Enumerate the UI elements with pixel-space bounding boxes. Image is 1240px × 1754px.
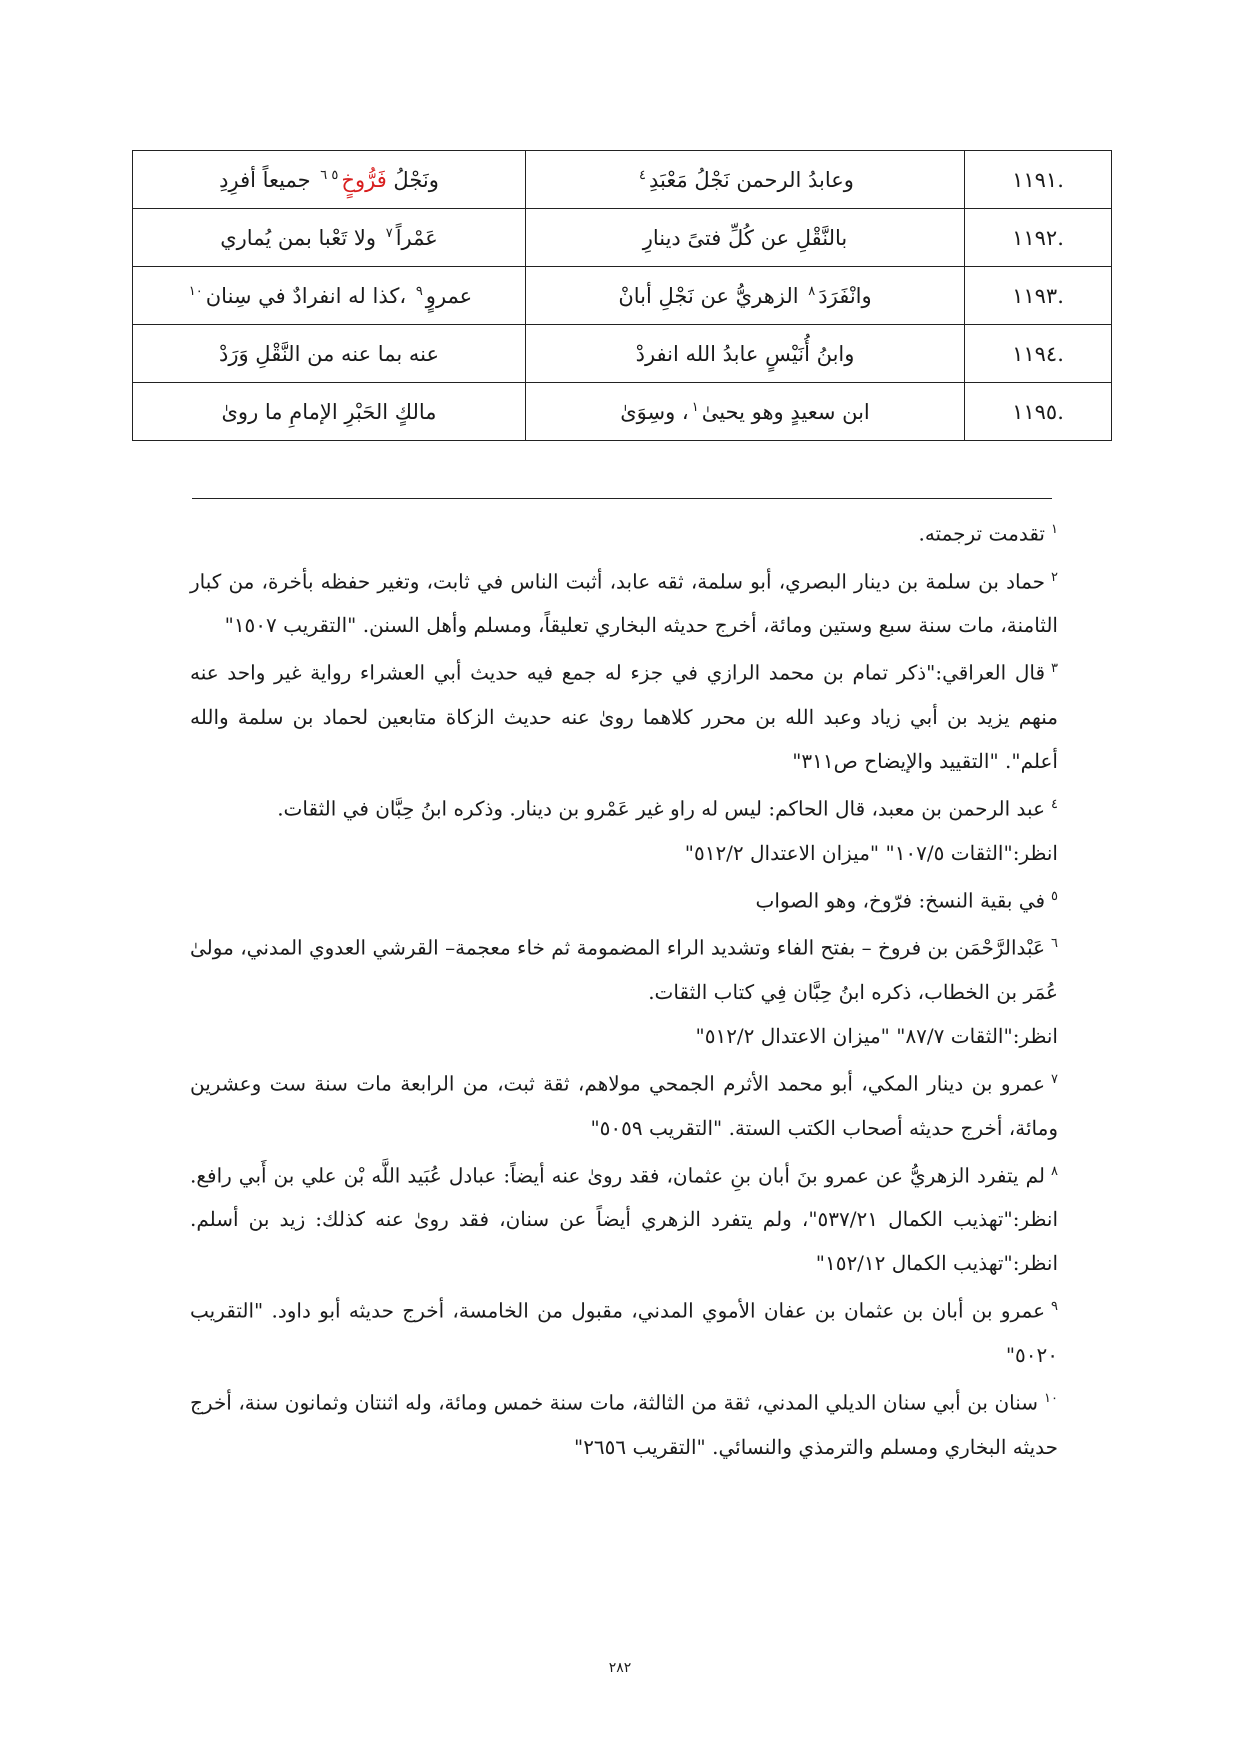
verse-number: .١١٩٢ [965,209,1112,267]
footnote-continuation: انظر:"الثقات ٨٧/٧" "ميزان الاعتدال ٥١٢/٢" [695,1023,1058,1048]
footnote [190,1377,1058,1469]
verse-text: عنه بما عنه من النَّقْلِ وَرَدْ [219,341,439,366]
footnote-marker: ٩ [415,283,423,299]
footnote-continuation: انظر:"الثقات ١٠٧/٥" "ميزان الاعتدال ٥١٢/٢" [684,840,1058,865]
footnote [190,1058,1058,1150]
footnote-text: عبد الرحمن بن معبد، قال الحاكم: ليس له راو غير عَمْرو بن دينار. وذكره ابنُ حِبَّان في الثقات. [277,796,1046,821]
footnote-text: لم يتفرد الزهريُّ عن عمرو بنَ أبان بنِ عثمان، فقد روىٰ عنه أيضاً: عبادل عُبَيد اللَّه بْن علي بن أَبي رافع. انظر:"تهذيب الكمال ٥٣٧/٢١"، ولم يتفرد الزهري أيضاً عن سنان، فقد روىٰ عنه كذلك: زيد بن أسلم. انظر:"تهذيب الكمال ١٥٢/١٢" [190,1163,1059,1276]
footnote-number: ٨ [1051,1163,1058,1179]
verse-second-hemistich [133,383,526,441]
verse-text: ونَجْلُ [393,167,439,192]
verse-text: ولا تَعْبا بمن يُماري [220,225,377,250]
footnote-text: في بقية النسخ: فرّوخ، وهو الصواب [755,888,1046,913]
footnote-text: عمرو بن دينار المكي، أبو محمد الأثرم الجمحي مولاهم، ثقة ثبت، من الرابعة مات سنة ست وعشرين ومائة، أخرج حديثه أصحاب الكتب الستة. "التقريب ٥٠٥٩" [190,1071,1058,1140]
footnote-number: ٢ [1051,569,1058,585]
footnote-marker: ٤ [639,167,647,183]
footnote-separator [192,498,1052,499]
footnote-marker: ١ [691,399,699,415]
footnote-marker: ١٠ [188,283,203,299]
verse-second-hemistich [133,267,526,325]
footnote-number: ٤ [1051,796,1058,812]
verse-text: ،كذا له انفرادٌ في سِنان [205,283,407,308]
page-number: ٢٨٢ [608,1660,632,1676]
footnote [190,922,1058,1014]
verse-text: ، وسِوَىٰ [620,399,689,424]
verse-first-hemistich [526,151,965,209]
verse-text: وابنُ أُنَيْسٍ عابدُ الله انفردْ [635,341,855,366]
verse-first-hemistich [526,383,965,441]
footnote-text: عَبْدالرَّحْمَن بن فروخ – بفتح الفاء وتشديد الراء المضمومة ثم خاء معجمة– القرشي العدوي المدني، مولىٰ عُمَر بن الخطاب، ذكره ابنُ حِبَّان فِي كتاب الثقات. [190,935,1058,1004]
verse-text: عَمْراً [395,225,438,250]
verse-number: .١١٩٣ [965,267,1112,325]
footnote-text: سنان بن أبي سنان الديلي المدني، ثقة من الثالثة، مات سنة خمس ومائة، وله اثنتان وثمانون سنة، أخرج حديثه البخاري ومسلم والترمذي والنسائي. "التقريب ٢٦٥٦" [190,1390,1058,1459]
verse-row [133,383,1112,441]
footnote [190,875,1058,923]
verse-text: بالنَّقْلِ عن كُلِّ فتىً دينارِ [642,225,848,250]
verse-text: وعابدُ الرحمن نَجْلُ مَعْبَدِ [649,167,854,192]
verse-row [133,209,1112,267]
verse-row [133,325,1112,383]
footnote-number: ٣ [1051,661,1058,677]
verse-number: .١١٩٤ [965,325,1112,383]
footnote-number: ٥ [1051,888,1058,904]
footnote-number: ٧ [1051,1071,1058,1087]
footnote-number: ٩ [1051,1299,1058,1315]
footnote-marker: ٧ [385,225,393,241]
footnote-number: ٦ [1051,936,1058,952]
footnote-text: عمرو بن أبان بن عثمان بن عفان الأموي المدني، مقبول من الخامسة، أخرج حديثه أبو داود. "التقريب ٥٠٢٠" [190,1298,1058,1367]
footnotes [190,508,1058,1469]
verse-text: مالكٍ الحَبْرِ الإمامِ ما روىٰ [221,399,437,424]
highlighted-word: فَرُّوخٍ [341,167,387,192]
verse-text: ابن سعيدٍ وهو يحيىٰ [701,399,870,424]
footnote [190,556,1058,648]
verse-number: .١١٩٥ [965,383,1112,441]
verse-text: جميعاً أفرِدِ [219,167,311,192]
footnote-text: حماد بن سلمة بن دينار البصري، أبو سلمة، ثقه عابد، أثبت الناس في ثابت، وتغير حفظه بأخرة، من كبار الثامنة، مات سنة سبع وستين ومائة، أخرج حديثه البخاري تعليقاً، ومسلم وأهل السنن. "التقريب ١٥٠٧" [190,569,1058,638]
verse-second-hemistich [133,325,526,383]
footnote [190,508,1058,556]
verse-text: الزهريُّ عن نَجْلِ أبانْ [618,283,799,308]
footnote [190,1150,1058,1286]
verse-first-hemistich [526,209,965,267]
footnote-number: ١٠ [1044,1390,1058,1406]
verse-number: .١١٩١ [965,151,1112,209]
verse-table [132,150,1112,441]
verse-text: عمروٍ [425,283,473,308]
verse-first-hemistich [526,267,965,325]
footnote [190,1285,1058,1377]
footnote-text: تقدمت ترجمته. [918,521,1046,546]
footnote-marker: ٨ [808,283,816,299]
footnote-number: ١ [1051,522,1058,537]
verse-first-hemistich [526,325,965,383]
verse-row [133,151,1112,209]
footnote-marker: ٥ ٦ [320,167,339,183]
verse-second-hemistich [133,209,526,267]
footnote [190,647,1058,783]
verse-text: وانْفَرَدَ [818,283,872,308]
footnote-text: قال العراقي:"ذكر تمام بن محمد الرازي في جزء له جمع فيه حديث أبي العشراء رواية غير واحد عنه منهم يزيد بن أبي زياد وعبد الله بن محرر كلاهما روىٰ عنه حديث الزكاة متابعين لحماد بن سلمة والله أعلم". "التقييد والإيضاح ص٣١١" [190,660,1058,773]
verse-second-hemistich [133,151,526,209]
verse-row [133,267,1112,325]
footnote [190,783,1058,831]
